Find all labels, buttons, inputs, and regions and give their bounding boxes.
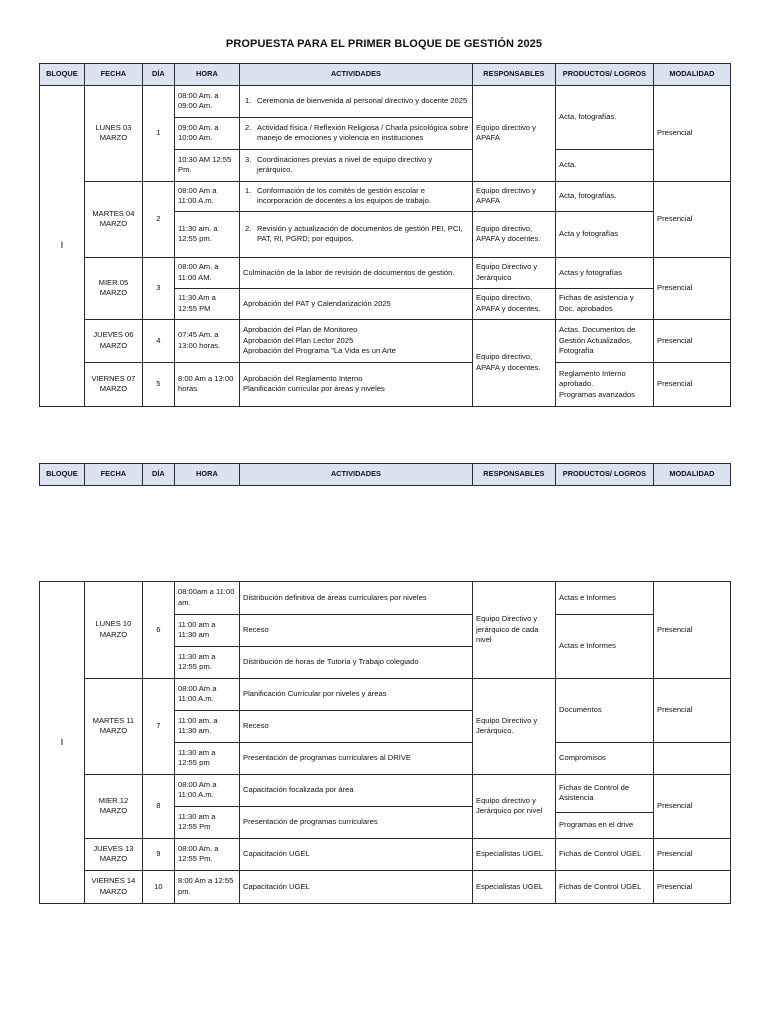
table1-producto-cell	[555, 211, 654, 258]
table1-modalidad-cell	[653, 319, 731, 363]
table1-responsable-cell	[472, 85, 556, 182]
table1-actividad-cell-number: 3.	[245, 154, 252, 164]
table1-bloque-cell-text: I	[60, 240, 64, 252]
table2-modalidad-cell	[653, 581, 731, 679]
table2-actividad-cell	[239, 742, 473, 775]
table1-actividad-cell	[239, 211, 473, 258]
table1-header-responsables	[472, 63, 556, 86]
table1-producto-cell	[555, 149, 654, 182]
table1-fecha-cell-text: MIER.05 MARZO	[98, 277, 129, 298]
table2-hora-cell-text: 08:00 Am. a 12:55 Pm.	[178, 843, 219, 864]
table1-actividad-cell	[239, 288, 473, 320]
table1-header-modalidad	[653, 63, 731, 86]
table2-fecha-cell-text: MIER.12 MARZO	[98, 795, 129, 816]
table1-hora-cell-text: 08:00 Am. a 09:00 Am.	[178, 90, 219, 111]
table2-header-productos-text: PRODUCTOS/ LOGROS	[562, 469, 647, 479]
table2-fecha-cell	[84, 870, 143, 904]
table2-fecha-cell-text: JUEVES 13 MARZO	[93, 843, 134, 864]
table1-actividad-cell	[239, 257, 473, 289]
table2-hora-cell-text: 11:30 am a 12:55 pm	[178, 747, 216, 768]
table1-actividad-cell-text: Actividad física / Reflexión Religiosa / Charla psicológica sobre manejo de emociones y violencia en instituciones	[257, 122, 469, 143]
table1-hora-cell	[174, 85, 240, 118]
table1-modalidad-cell-text: Presencial	[657, 379, 693, 389]
table2-fecha-cell	[84, 774, 143, 839]
table1-responsable-cell-text: Equipo directivo, APAFA y docentes.	[476, 223, 541, 244]
table2-modalidad-cell	[653, 774, 731, 839]
table1-actividad-cell-text: Ceremonia de bienvenida al personal directivo y docente 2025	[257, 96, 468, 106]
table2-header-bloque	[39, 463, 85, 486]
table1-actividad-cell-number: 1.	[245, 96, 252, 106]
table1-dia-cell	[142, 319, 175, 363]
table1-actividad-cell-text: Aprobación del Plan de Monitoreo Aprobación del Plan Lector 2025 Aprobación del Programa "La Vida es un Arte	[243, 325, 396, 356]
table2-producto-cell	[555, 581, 654, 615]
table1-hora-cell	[174, 149, 240, 182]
table1-actividad-cell	[239, 319, 473, 363]
table1-hora-cell	[174, 211, 240, 258]
table2-producto-cell	[555, 614, 654, 679]
table1-header-hora	[174, 63, 240, 86]
table2-producto-cell-text: Compromisos	[559, 753, 606, 763]
table1-modalidad-cell	[653, 85, 731, 182]
table2-header-modalidad	[653, 463, 731, 486]
table2-actividad-cell-text: Distribución definitiva de áreas curriculares por niveles	[243, 592, 427, 602]
table2-actividad-cell	[239, 838, 473, 871]
table1-dia-cell	[142, 181, 175, 258]
table2-producto-cell-text: Actas e Informes	[559, 592, 616, 602]
table2-modalidad-cell-text: Presencial	[657, 849, 693, 859]
table1-dia-cell	[142, 362, 175, 407]
table1-modalidad-cell-text: Presencial	[657, 128, 693, 138]
table1-fecha-cell-text: MARTES 04 MARZO	[92, 208, 135, 229]
table2-header-fecha	[84, 463, 143, 486]
table2-actividad-cell-text: Capacitación UGEL	[243, 849, 310, 859]
table1-dia-cell-text: 1	[156, 128, 161, 138]
table2-responsable-cell-text: Especialistas UGEL	[476, 849, 544, 859]
table2-dia-cell-text: 8	[156, 801, 161, 811]
table1-producto-cell	[555, 362, 654, 407]
table2-hora-cell	[174, 581, 240, 615]
table2-hora-cell	[174, 838, 240, 871]
table1-actividad-cell	[239, 181, 473, 212]
table1-hora-cell	[174, 288, 240, 320]
table1-header-fecha-text: FECHA	[100, 69, 127, 79]
table1-actividad-cell-text: Revisión y actualización de documentos de gestión PEI, PCI, PAT, RI, PGRD; por equipos.	[257, 223, 463, 244]
table1-fecha-cell	[84, 319, 143, 363]
table1-hora-cell-text: 09:00 Am. a 10:00 Am.	[178, 122, 219, 143]
table2-hora-cell-text: 8:00 Am a 12:55 pm.	[178, 876, 234, 896]
table2-modalidad-cell-text: Presencial	[657, 881, 693, 891]
table1-actividad-cell-number: 2.	[245, 223, 252, 233]
table2-hora-cell-text: 11:30 am a 12:55 Pm	[178, 811, 216, 832]
table1-fecha-cell-text: JUEVES 06 MARZO	[93, 330, 134, 350]
table1-header-fecha	[84, 63, 143, 86]
table2-responsable-cell-text: Especialistas UGEL	[476, 881, 544, 891]
table1-header-bloque-text: BLOQUE	[46, 69, 78, 79]
table1-header-responsables-text: RESPONSABLES	[483, 69, 545, 79]
table2-actividad-cell-text: Receso	[243, 721, 269, 731]
table1-actividad-cell-text: Aprobación del Reglamento Interno Planificación curricular por áreas y niveles	[243, 373, 385, 394]
table2-header-responsables	[472, 463, 556, 486]
table2-modalidad-cell	[653, 838, 731, 871]
table2-dia-cell-text: 6	[156, 624, 161, 634]
table1-producto-cell-text: Acta, fotografías.	[559, 191, 617, 201]
table1-modalidad-cell	[653, 257, 731, 320]
table2-actividad-cell	[239, 614, 473, 647]
table2-dia-cell	[142, 678, 175, 775]
table1-producto-cell-text: Actas y fotografías	[559, 267, 622, 277]
table1-header-dia	[142, 63, 175, 86]
table1-header-modalidad-text: MODALIDAD	[669, 69, 715, 79]
table2-actividad-cell-text: Capacitación focalizada por área	[243, 785, 354, 795]
table1-modalidad-cell-text: Presencial	[657, 335, 693, 345]
table2-actividad-cell-text: Distribución de horas de Tutoría y Trabajo colegiado	[243, 657, 419, 667]
table1-responsable-cell-text: Equipo directivo y APAFA	[476, 185, 536, 206]
table1-producto-cell-text: Acta y fotografías	[559, 229, 619, 239]
table2-hora-cell-text: 08:00am a 11:00 am.	[178, 587, 235, 607]
table1-producto-cell-text: Reglamento Interno aprobado. Programas avanzados	[559, 368, 635, 399]
table2-header-productos	[555, 463, 654, 486]
table2-fecha-cell-text: MARTES 11 MARZO	[92, 715, 135, 736]
table1-hora-cell	[174, 362, 240, 407]
table2-responsable-cell-text: Equipo Directivo y Jerárquico.	[476, 715, 538, 736]
table1-hora-cell-text: 11:30 am. a 12:55 pm.	[178, 223, 218, 244]
table1-producto-cell	[555, 319, 654, 363]
table2-modalidad-cell-text: Presencial	[657, 801, 693, 811]
table1-actividad-cell	[239, 117, 473, 150]
table2-hora-cell-text: 11:00 am. a 11:30 am.	[178, 715, 218, 736]
table1-header-bloque	[39, 63, 85, 86]
table1-actividad-cell-number: 1.	[245, 185, 252, 195]
table1-modalidad-cell	[653, 181, 731, 258]
table2-hora-cell	[174, 870, 240, 904]
table1-hora-cell-text: 10:30 AM 12:55 Pm.	[178, 154, 232, 175]
table1-dia-cell-text: 2	[156, 214, 161, 224]
table2-producto-cell-text: Fichas de Control UGEL	[559, 849, 642, 859]
table1-actividad-cell-text: Aprobación del PAT y Calendarización 2025	[243, 298, 391, 308]
table1-actividad-cell-number: 2.	[245, 122, 252, 132]
table2-actividad-cell	[239, 581, 473, 615]
table1-fecha-cell	[84, 85, 143, 182]
table1-responsable-cell	[472, 181, 556, 212]
table2-producto-cell-text: Actas e Informes	[559, 641, 616, 651]
table1-header-productos	[555, 63, 654, 86]
table2-responsable-cell-text: Equipo directivo y Jerárquico por nivel	[476, 795, 543, 816]
table2-responsable-cell	[472, 581, 556, 679]
table2-hora-cell	[174, 806, 240, 839]
table2-responsable-cell	[472, 774, 556, 839]
table1-producto-cell-text: Fichas de asistencia y Doc. aprobados	[559, 293, 634, 313]
table2-header-dia	[142, 463, 175, 486]
table1-responsable-cell	[472, 319, 556, 407]
table2-responsable-cell	[472, 838, 556, 871]
table2-responsable-cell	[472, 678, 556, 775]
table2-fecha-cell-text: LUNES 10 MARZO	[95, 619, 132, 639]
table2-modalidad-cell	[653, 742, 731, 775]
table2-responsable-cell-text: Equipo Directivo y jerárquico de cada nivel	[476, 614, 539, 645]
table1-responsable-cell-text: Equipo Directivo y Jerárquico	[476, 262, 538, 282]
table1-hora-cell	[174, 117, 240, 150]
table1-modalidad-cell-text: Presencial	[657, 283, 693, 293]
table2-dia-cell	[142, 870, 175, 904]
table2-fecha-cell	[84, 678, 143, 775]
table2-modalidad-cell	[653, 870, 731, 904]
table1-fecha-cell-text: VIERNES 07 MARZO	[91, 373, 136, 394]
table2-actividad-cell-text: Receso	[243, 625, 269, 635]
table1-producto-cell	[555, 181, 654, 212]
table1-dia-cell-text: 5	[156, 379, 161, 389]
table2-header-modalidad-text: MODALIDAD	[669, 469, 715, 479]
table2-actividad-cell	[239, 678, 473, 711]
table2-dia-cell-text: 7	[156, 721, 161, 731]
table1-producto-cell	[555, 257, 654, 289]
table1-actividad-cell-text: Coordinaciones previas a nivel de equipo directivo y jerárquico.	[257, 154, 433, 175]
table2-actividad-cell-text: Capacitación UGEL	[243, 881, 310, 891]
table2-header-actividades	[239, 463, 473, 486]
table2-fecha-cell	[84, 838, 143, 871]
table1-hora-cell-text: 08:00 Am a 11:00 A.m.	[178, 185, 217, 206]
table2-hora-cell-text: 11:30 am a 12:55 pm.	[178, 651, 216, 672]
table2-fecha-cell	[84, 581, 143, 679]
table2-producto-cell	[555, 870, 654, 904]
table2-hora-cell-text: 08:00 Am a 11:00 A.m.	[178, 683, 217, 704]
table2-actividad-cell-text: Presentación de programas curriculares al DRIVE	[243, 753, 411, 763]
table1-actividad-cell	[239, 149, 473, 182]
table2-dia-cell	[142, 838, 175, 871]
table2-header-dia-text: DÍA	[152, 469, 165, 479]
table2-hora-cell	[174, 646, 240, 679]
table2-hora-cell	[174, 678, 240, 711]
table2-producto-cell	[555, 678, 654, 743]
table2-actividad-cell	[239, 774, 473, 807]
table1-dia-cell-text: 4	[156, 335, 161, 345]
table1-modalidad-cell-text: Presencial	[657, 214, 693, 224]
table1-actividad-cell-text: Culminación de la labor de revisión de documentos de gestión.	[243, 267, 455, 277]
table1-fecha-cell	[84, 362, 143, 407]
table1-producto-cell	[555, 288, 654, 320]
table2-actividad-cell	[239, 646, 473, 679]
table2-header-hora	[174, 463, 240, 486]
table1-responsable-cell	[472, 211, 556, 258]
table1-header-actividades-text: ACTIVIDADES	[330, 69, 381, 79]
table1-hora-cell-text: 08:00 Am. a 11:00 AM.	[178, 262, 219, 282]
table2-dia-cell	[142, 774, 175, 839]
table2-producto-cell-text: Documentos	[559, 705, 602, 715]
table1-hora-cell-text: 11:30 Am a 12:55 PM	[178, 293, 216, 313]
table1-producto-cell-text: Acta, fotografías.	[559, 112, 617, 122]
table2-producto-cell-text: Fichas de Control UGEL	[559, 881, 642, 891]
table2-actividad-cell-text: Planificación Curricular por niveles y áreas	[243, 689, 387, 699]
table2-header-responsables-text: RESPONSABLES	[483, 469, 545, 479]
table1-responsable-cell-text: Equipo directivo, APAFA y docentes.	[476, 293, 541, 313]
table1-dia-cell	[142, 85, 175, 182]
table2-header-actividades-text: ACTIVIDADES	[330, 469, 381, 479]
table2-actividad-cell	[239, 806, 473, 839]
table2-bloque-cell-text: I	[60, 736, 64, 748]
table2-producto-cell-text: Programas en el drive	[559, 820, 634, 830]
table2-hora-cell	[174, 614, 240, 647]
table2-hora-cell	[174, 710, 240, 743]
table1-bloque-cell	[39, 85, 85, 407]
table2-producto-cell-text: Fichas de Control de Asistencia	[559, 782, 630, 803]
table2-bloque-cell	[39, 581, 85, 904]
table2-modalidad-cell-text: Presencial	[657, 624, 693, 634]
table2-producto-cell	[555, 838, 654, 871]
table2-hora-cell	[174, 742, 240, 775]
table1-modalidad-cell	[653, 362, 731, 407]
table1-dia-cell	[142, 257, 175, 320]
table1-producto-cell	[555, 85, 654, 150]
table2-header-fecha-text: FECHA	[100, 469, 127, 479]
table2-actividad-cell-text: Presentación de programas curriculares	[243, 817, 378, 827]
table2-actividad-cell	[239, 870, 473, 904]
document-title: PROPUESTA PARA EL PRIMER BLOQUE DE GESTIÓN 2025	[225, 38, 543, 50]
table1-actividad-cell-text: Conformación de los comités de gestión escolar e incorporación de docentes a los equipos de trabajo.	[257, 185, 431, 206]
table1-header-hora-text: HORA	[196, 69, 218, 79]
table2-producto-cell	[555, 812, 654, 839]
table2-header-hora-text: HORA	[196, 469, 218, 479]
table2-hora-cell-text: 08:00 Am a 11:00 A.m.	[178, 779, 217, 800]
table1-producto-cell-text: Acta.	[559, 160, 577, 170]
table1-hora-cell-text: 8:00 Am a 13:00 horas.	[178, 373, 234, 394]
table1-actividad-cell	[239, 362, 473, 407]
table1-fecha-cell-text: LUNES 03 MARZO	[95, 122, 132, 143]
table2-hora-cell-text: 11:00 am a 11:30 am	[178, 619, 216, 640]
table1-hora-cell	[174, 257, 240, 289]
table1-actividad-cell	[239, 85, 473, 118]
table1-responsable-cell	[472, 288, 556, 320]
table2-dia-cell-text: 9	[156, 849, 161, 859]
table1-hora-cell-text: 07:45 Am. a 13:00 horas.	[178, 330, 221, 350]
table2-modalidad-cell	[653, 678, 731, 743]
table2-producto-cell	[555, 774, 654, 813]
table2-header-bloque-text: BLOQUE	[46, 469, 78, 479]
table2-dia-cell	[142, 581, 175, 679]
table1-responsable-cell	[472, 257, 556, 289]
table2-dia-cell-text: 10	[154, 881, 163, 891]
table2-modalidad-cell-text: Presencial	[657, 705, 693, 715]
table2-fecha-cell-text: VIERNES 14 MARZO	[91, 876, 136, 896]
table1-fecha-cell	[84, 181, 143, 258]
table1-header-productos-text: PRODUCTOS/ LOGROS	[562, 69, 647, 79]
table1-responsable-cell-text: Equipo directivo, APAFA y docentes.	[476, 352, 541, 372]
table2-hora-cell	[174, 774, 240, 807]
table2-actividad-cell	[239, 710, 473, 743]
table1-fecha-cell	[84, 257, 143, 320]
table1-responsable-cell-text: Equipo directivo y APAFA	[476, 122, 536, 143]
table1-hora-cell	[174, 319, 240, 363]
table1-dia-cell-text: 3	[156, 283, 161, 293]
table1-header-actividades	[239, 63, 473, 86]
table2-responsable-cell	[472, 870, 556, 904]
table2-producto-cell	[555, 742, 654, 775]
table1-header-dia-text: DÍA	[152, 69, 165, 79]
table1-producto-cell-text: Actas. Documentos de Gestión Actualizados, Fotografía	[559, 325, 636, 356]
table1-hora-cell	[174, 181, 240, 212]
